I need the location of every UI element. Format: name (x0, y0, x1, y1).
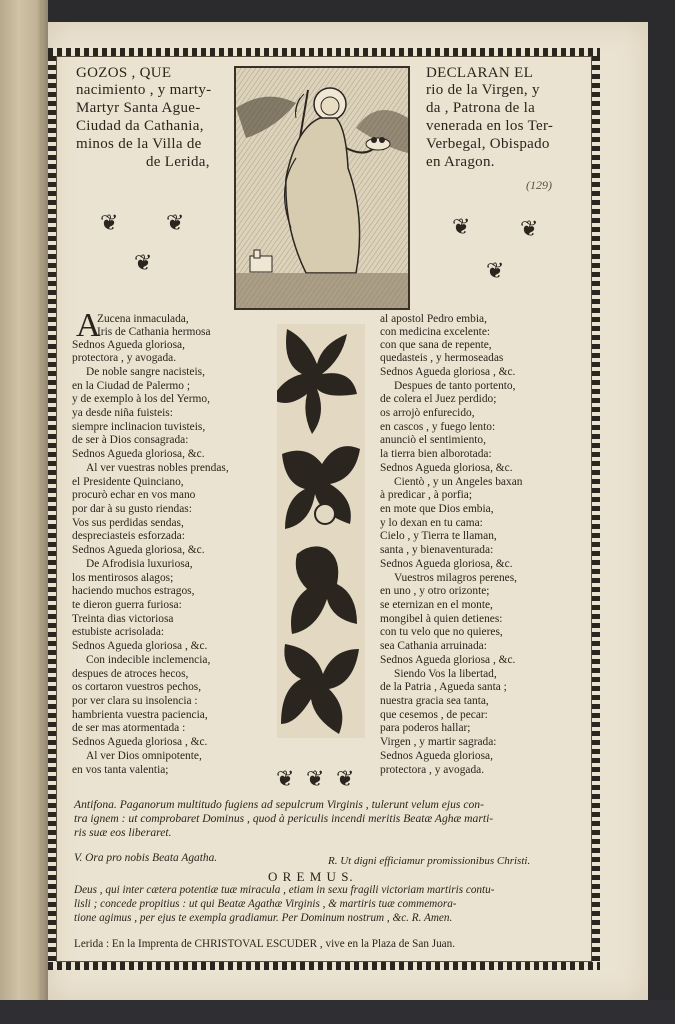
verse-left-line: siempre inclinacion tuvisteis, (72, 421, 206, 433)
fleuron-ornament-icon: ❦ (486, 258, 505, 283)
verse-right-line: Sednos Agueda gloriosa, &c. (380, 558, 513, 570)
antiphon-line: ris suæ eos liberaret. (74, 826, 172, 839)
title-left-3: Martyr Santa Ague- (76, 100, 201, 116)
fleuron-ornament-icon: ❦ (336, 766, 355, 791)
verse-right-line: en uno , y otro orizonte; (380, 585, 490, 597)
oremus-heading: O R E M U S. (268, 869, 354, 884)
verse-right-line: Sednos Agueda gloriosa, &c. (380, 462, 513, 474)
verse-right-line: Sednos Agueda gloriosa , &c. (380, 366, 516, 378)
title-left-6: de Lerida, (146, 154, 210, 170)
verse-right-line: de la Patria , Agueda santa ; (380, 681, 507, 693)
verse-left-line: Sednos Agueda gloriosa, &c. (72, 448, 205, 460)
verse-right-line: Sednos Agueda gloriosa , &c. (380, 654, 516, 666)
fleuron-ornament-icon: ❦ (100, 210, 119, 235)
verse-left-line: y de exemplo à los del Yermo, (72, 393, 210, 405)
title-right-6: en Aragon. (426, 154, 495, 170)
verse-left-line: de ser mas atormentada : (72, 722, 186, 734)
prayer-line: Deus , qui inter cætera potentiæ tuæ miracula , etiam in sexu fragili victoriam martiris contu- (74, 884, 495, 896)
verse-right-line: y lo dexan en tu cama: (380, 517, 483, 529)
verse-right-line: en mote que Dios embia, (380, 503, 494, 515)
verse-left-line: hambrienta vuestra paciencia, (72, 709, 208, 721)
title-right-2: rio de la Virgen, y (426, 82, 540, 98)
title-right-5: Verbegal, Obispado (426, 136, 550, 152)
verse-right-line: à predicar , à porfia; (380, 489, 473, 501)
verse-left-line: estubiste acrisolada: (72, 626, 165, 638)
verse-left-line: Iris de Cathania hermosa (97, 326, 211, 338)
verse-left-line: protectora , y avogada. (72, 352, 177, 364)
verse-left-line: haciendo muchos estragos, (72, 585, 195, 597)
verse-right-line: que cesemos , de pecar: (380, 709, 488, 721)
fleuron-ornament-icon: ❦ (520, 216, 539, 241)
verse-right-line: Sednos Agueda gloriosa, (380, 750, 493, 762)
verse-left-line: en vos tanta valentia; (72, 764, 169, 776)
verse-left-line: os cortaron vuestros pechos, (72, 681, 202, 693)
verse-left-line: Vos sus perdidas sendas, (72, 517, 184, 529)
verse-right-line: Virgen , y martir sagrada: (380, 736, 497, 748)
verse-left-line: despreciasteis esforzada: (72, 530, 185, 542)
catalog-number: (129) (526, 178, 552, 192)
title-right-4: venerada en los Ter- (426, 118, 554, 134)
vine-woodcut-column (277, 324, 365, 738)
verse-left-line: Sednos Agueda gloriosa , &c. (72, 640, 208, 652)
verse-left-line: procurò echar en vos mano (72, 489, 196, 501)
verse-right-line: en cascos , y fuego lento: (380, 421, 496, 433)
saint-agatha-woodcut (234, 66, 410, 310)
verse-left-line: Con indecible inclemencia, (86, 654, 211, 666)
verse-right-line: anunciò el sentimiento, (380, 434, 486, 446)
verse-right-line: protectora , y avogada. (380, 764, 485, 776)
title-right-3: da , Patrona de la (426, 100, 536, 116)
verse-right-line: quedasteis , y hermoseadas (380, 352, 504, 364)
versicle: V. Ora pro nobis Beata Agatha. (74, 852, 218, 864)
verse-left-line: Al ver vuestras nobles prendas, (86, 462, 229, 474)
verse-left-line: Zucena inmaculada, (97, 313, 189, 325)
verse-right-line: con medicina excelente: (380, 326, 491, 338)
title-right-1: DECLARAN EL (426, 65, 534, 81)
verse-right-line: santa , y bienaventurada: (380, 544, 494, 556)
prayer-line: lisli ; concede propitius : ut qui Beatæ Agathæ Virginis , & martiris tuæ commemora- (74, 898, 457, 910)
verse-left-line: Sednos Agueda gloriosa , &c. (72, 736, 208, 748)
printer-imprint: Lerida : En la Imprenta de CHRISTOVAL ESCUDER , vive en la Plaza de San Juan. (74, 938, 456, 950)
title-left-2: nacimiento , y marty- (76, 82, 212, 98)
verse-left-line: ya desde niña fuisteis: (72, 407, 173, 419)
verse-right-line: al apostol Pedro embia, (380, 313, 487, 325)
verse-left-line: despues de atroces hecos, (72, 668, 189, 680)
verse-right-line: Cielo , y Tierra te llaman, (380, 530, 497, 542)
verse-right-line: Siendo Vos la libertad, (394, 668, 497, 680)
verse-right-line: con tu velo que no quieres, (380, 626, 503, 638)
background-strip (0, 1000, 675, 1024)
verse-right-line: Despues de tanto portento, (394, 380, 516, 392)
verse-left-line: Sednos Agueda gloriosa, &c. (72, 544, 205, 556)
verse-left-line: De noble sangre nacisteis, (86, 366, 205, 378)
verse-right-line: de colera el Juez perdido; (380, 393, 497, 405)
title-left-4: Ciudad da Cathania, (76, 118, 204, 134)
verse-right-line: para poderos hallar; (380, 722, 471, 734)
verse-right-line: nuestra gracia sea tanta, (380, 695, 489, 707)
verse-right-line: sea Cathania arruinada: (380, 640, 487, 652)
verse-left-line: por ver clara su insolencia : (72, 695, 198, 707)
verse-left-line: en la Ciudad de Palermo ; (72, 380, 190, 392)
response: R. Ut digni efficiamur promissionibus Christi. (328, 855, 531, 867)
verse-right-line: mongibel à quien detienes: (380, 613, 503, 625)
verse-left-line: Al ver Dios omnipotente, (86, 750, 202, 762)
verse-left-line: De Afrodisia luxuriosa, (86, 558, 193, 570)
verse-right-line: se eternizan en el monte, (380, 599, 493, 611)
verse-right-line: os arrojò enfurecido, (380, 407, 475, 419)
verse-left-line: de ser à Dios consagrada: (72, 434, 189, 446)
verse-left-line: los mentirosos alagos; (72, 572, 174, 584)
antiphon-line: Antifona. Paganorum multitudo fugiens ad sepulcrum Virginis , tulerunt velum ejus con- (74, 798, 484, 811)
drop-cap: A (76, 307, 101, 344)
fleuron-ornament-icon: ❦ (452, 214, 471, 239)
verse-left-line: Sednos Agueda gloriosa, (72, 339, 185, 351)
verse-right-line: Cientò , y un Angeles baxan (394, 476, 523, 488)
title-left-5: minos de la Villa de (76, 136, 202, 152)
fleuron-ornament-icon: ❦ (306, 766, 325, 791)
title-left-1: GOZOS , QUE (76, 65, 172, 81)
verse-right-line: con que sana de repente, (380, 339, 492, 351)
verse-left-line: por dar à su gusto riendas: (72, 503, 192, 515)
prayer-line: tione agimus , per ejus te exempla gradiamur. Per Dominum nostrum , &c. R. Amen. (74, 912, 453, 924)
verse-right-line: Vuestros milagros perenes, (394, 572, 517, 584)
left-page-edge (0, 0, 48, 1024)
fleuron-ornament-icon: ❦ (134, 250, 153, 275)
antiphon-line: tra ignem : ut comprobaret Dominus , quod à periculis incendi meritis Beatæ Aghæ marti- (74, 812, 494, 825)
fleuron-ornament-icon: ❦ (276, 766, 295, 791)
verse-left-line: te dieron guerra furiosa: (72, 599, 182, 611)
verse-left-line: Treinta dias victoriosa (72, 613, 174, 625)
verse-right-line: la tierra bien alborotada: (380, 448, 492, 460)
fleuron-ornament-icon: ❦ (166, 210, 185, 235)
verse-left-line: el Presidente Quinciano, (72, 476, 184, 488)
